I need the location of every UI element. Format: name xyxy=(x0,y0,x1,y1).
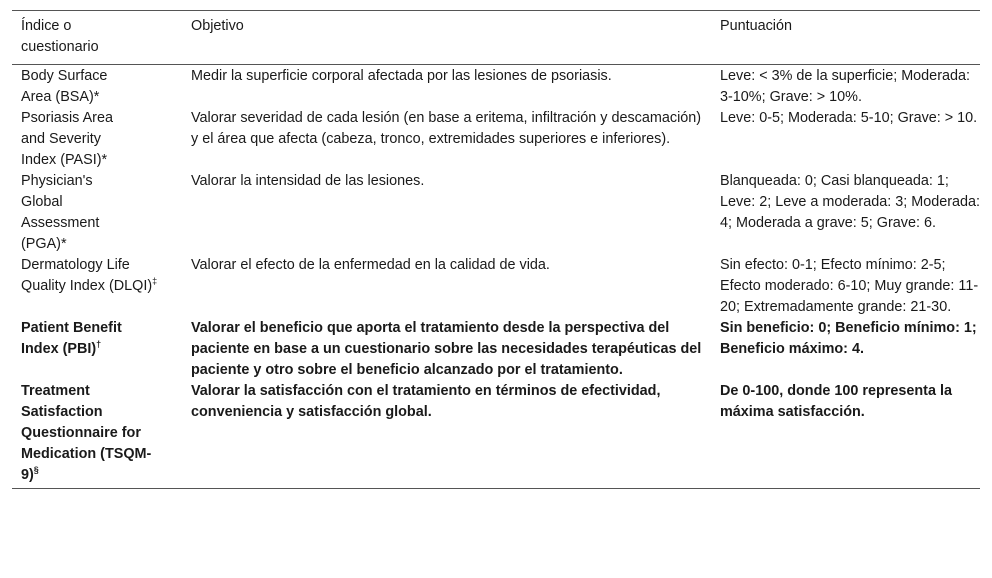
table-row xyxy=(12,381,980,489)
row-name-cell xyxy=(12,65,182,109)
table-header-row xyxy=(12,11,980,65)
row-name: Physician's Global Assessment (PGA) xyxy=(21,173,100,252)
row-puntuacion: Sin efecto: 0-1; Efecto mínimo: 2-5; Efecto moderado: 6-10; Muy grande: 11-20; Extremadamente grande: 21-30. xyxy=(720,257,979,315)
row-puntuacion: Leve: 0-5; Moderada: 5-10; Grave: > 10. xyxy=(720,110,978,126)
row-name-cell xyxy=(12,255,182,318)
row-name: Dermatology Life Quality Index (DLQI) xyxy=(21,257,153,294)
row-puntuacion: Blanqueada: 0; Casi blanqueada: 1; Leve: 2; Leve a moderada: 3; Moderada: 4; Moderada a grave: 5; Grave: 6. xyxy=(720,173,981,231)
row-name: Psoriasis Area and Severity Index (PASI) xyxy=(21,110,113,168)
row-puntuacion: Leve: < 3% de la superficie; Moderada: 3-10%; Grave: > 10%. xyxy=(720,68,970,105)
row-objetivo: Valorar el efecto de la enfermedad en la calidad de vida. xyxy=(191,257,550,273)
row-name-cell xyxy=(12,318,182,381)
row-name-cell xyxy=(12,171,182,255)
row-footnote-mark: ‡ xyxy=(152,276,158,286)
row-objetivo: Valorar severidad de cada lesión (en base a eritema, infiltración y descamación) y el área que afecta (cabeza, tronco, extremidades superiores e inferiores). xyxy=(191,110,702,147)
row-objetivo: Valorar la intensidad de las lesiones. xyxy=(191,173,425,189)
row-objetivo: Valorar el beneficio que aporta el tratamiento desde la perspectiva del paciente en base a un cuestionario sobre las necesidades terapéuticas del paciente y otro sobre el beneficio alcanzado por el tratamiento. xyxy=(191,320,702,378)
row-name: Body Surface Area (BSA) xyxy=(21,68,108,105)
table-row xyxy=(12,171,980,255)
row-footnote-mark: * xyxy=(101,152,108,168)
table-row xyxy=(12,108,980,171)
row-footnote-mark: * xyxy=(60,236,67,252)
row-objetivo: Valorar la satisfacción con el tratamiento en términos de efectividad, conveniencia y satisfacción global. xyxy=(182,381,711,489)
table-row xyxy=(12,255,980,318)
header-indice: Índice o cuestionario xyxy=(12,11,182,65)
row-name-cell xyxy=(12,381,182,489)
row-name: Patient Benefit Index (PBI) xyxy=(21,320,122,357)
row-footnote-mark: † xyxy=(96,339,102,349)
table-row xyxy=(12,65,980,109)
row-objetivo: Medir la superficie corporal afectada por las lesiones de psoriasis. xyxy=(191,68,612,84)
header-objetivo: Objetivo xyxy=(182,11,711,65)
row-puntuacion: De 0-100, donde 100 representa la máxima satisfacción. xyxy=(711,381,980,489)
row-footnote-mark: * xyxy=(93,89,100,105)
row-puntuacion: Sin beneficio: 0; Beneficio mínimo: 1; Beneficio máximo: 4. xyxy=(720,320,977,357)
row-name-cell xyxy=(12,108,182,171)
row-puntuacion-cell xyxy=(711,171,980,255)
header-puntuacion: Puntuación xyxy=(711,11,980,65)
scoring-indices-table xyxy=(12,10,980,489)
table-row xyxy=(12,318,980,381)
row-footnote-mark: § xyxy=(33,465,39,475)
row-name: Treatment Satisfaction Questionnaire for Medication (TSQM-9) xyxy=(21,383,152,483)
